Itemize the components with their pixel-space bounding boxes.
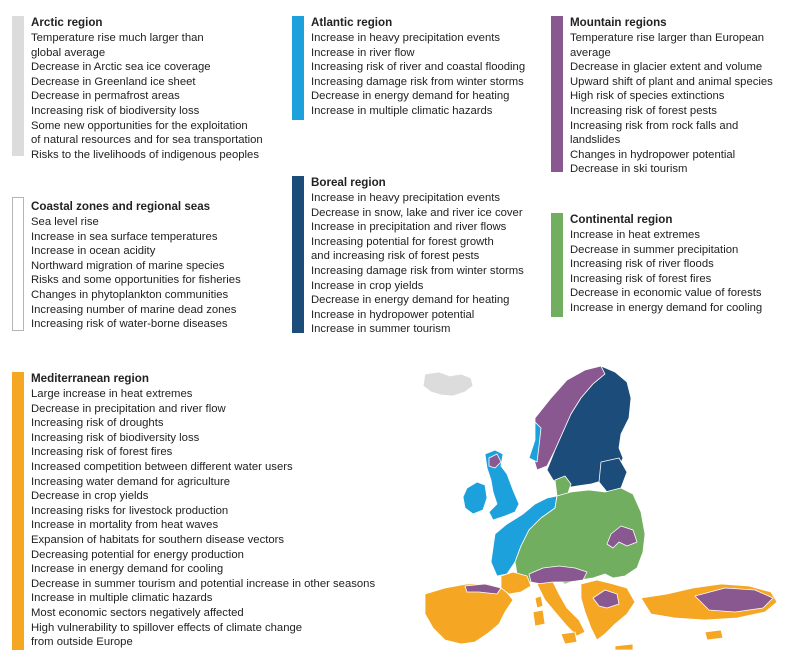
list-item: Changes in phytoplankton communities — [31, 288, 229, 301]
list-item: Increase in energy demand for cooling — [570, 301, 763, 314]
coastal-region-block — [12, 197, 287, 331]
list-item: Decrease in Greenland ice sheet — [31, 75, 196, 88]
mediterranean-color-bar — [12, 372, 24, 650]
list-item: High vulnerability to spillover effects of climate change from outside Europe — [31, 621, 303, 649]
list-item: Decrease in energy demand for heating — [311, 90, 510, 103]
list-item: Northward migration of marine species — [31, 259, 225, 272]
list-item: Increase in multiple climatic hazards — [311, 104, 493, 117]
list-item: Increasing potential for forest growth and increasing risk of forest pests — [311, 235, 494, 263]
map-sicily — [561, 632, 577, 644]
mediterranean-region-title: Mediterranean region — [31, 372, 149, 385]
list-item: Some new opportunities for the exploitation of natural resources and for sea transportation — [31, 119, 263, 147]
mountain-region-block — [551, 16, 796, 176]
list-item: Sea level rise — [31, 216, 99, 228]
mountain-impact-list — [570, 31, 796, 177]
list-item: Changes in hydropower potential — [570, 148, 736, 161]
map-italy — [537, 582, 585, 636]
list-item: Increasing risk of biodiversity loss — [31, 104, 200, 117]
arctic-region-block — [12, 16, 287, 161]
boreal-region-block — [292, 176, 547, 336]
list-item: Increase in precipitation and river flows — [311, 221, 507, 234]
continental-color-bar — [551, 213, 563, 317]
list-item: Increasing risks for livestock production — [31, 504, 229, 517]
list-item: Increasing risk of river floods — [570, 258, 714, 271]
map-baltic-states — [599, 458, 627, 492]
atlantic-region-block — [292, 16, 547, 120]
list-item: Decrease in summer precipitation — [570, 243, 739, 256]
boreal-color-bar — [292, 176, 304, 333]
arctic-region-title: Arctic region — [31, 16, 103, 29]
list-item: Increase in mortality from heat waves — [31, 519, 219, 532]
list-item: Temperature rise much larger than global average — [31, 32, 204, 59]
list-item: Decrease in snow, lake and river ice cover — [311, 206, 523, 219]
map-sardinia — [533, 610, 545, 626]
map-corsica — [535, 596, 543, 608]
list-item: Increasing risk of droughts — [31, 417, 164, 430]
list-item: Decrease in Arctic sea ice coverage — [31, 61, 211, 74]
list-item: Increase in heavy precipitation events — [311, 32, 501, 44]
map-iberia — [425, 584, 513, 644]
list-item: Increasing risk of biodiversity loss — [31, 431, 200, 444]
atlantic-impact-list — [311, 31, 547, 119]
list-item: Increasing risk of river and coastal flooding — [311, 61, 526, 74]
coastal-region-title: Coastal zones and regional seas — [31, 200, 211, 213]
list-item: Increased competition between different water users — [31, 460, 293, 473]
list-item: Decrease in crop yields — [31, 490, 149, 503]
coastal-impact-list — [31, 215, 287, 332]
list-item: Large increase in heat extremes — [31, 388, 193, 400]
list-item: Temperature rise larger than European average — [570, 32, 765, 59]
list-item: Increase in heavy precipitation events — [311, 192, 501, 204]
boreal-impact-list — [311, 191, 547, 337]
coastal-color-bar — [12, 197, 24, 331]
mountain-region-title: Mountain regions — [570, 16, 667, 29]
list-item: Most economic sectors negatively affected — [31, 606, 244, 619]
boreal-region-title: Boreal region — [311, 176, 386, 189]
list-item: Increase in multiple climatic hazards — [31, 592, 213, 605]
list-item: Expansion of habitats for southern disease vectors — [31, 533, 285, 546]
map-crete — [615, 644, 633, 650]
mediterranean-region-block — [12, 372, 407, 650]
list-item: Decrease in ski tourism — [570, 163, 688, 176]
list-item: Increase in river flow — [311, 46, 415, 59]
list-item: Risks to the livelihoods of indigenous peoples — [31, 148, 259, 161]
list-item: Decrease in summer tourism and potential increase in other seasons — [31, 577, 376, 590]
list-item: Increase in summer tourism — [311, 323, 451, 336]
list-item: Increasing risk of forest fires — [570, 272, 712, 285]
arctic-color-bar — [12, 16, 24, 156]
list-item: Increase in sea surface temperatures — [31, 230, 218, 243]
list-item: Increasing risk of forest fires — [31, 446, 173, 459]
continental-impact-list — [570, 228, 796, 316]
list-item: Decrease in precipitation and river flow — [31, 402, 226, 415]
list-item: Increase in heat extremes — [570, 229, 700, 241]
atlantic-region-title: Atlantic region — [311, 16, 393, 29]
list-item: Increase in hydropower potential — [311, 308, 475, 321]
map-cyprus — [705, 630, 723, 640]
mountain-color-bar — [551, 16, 563, 172]
continental-region-block — [551, 213, 796, 317]
europe-region-map — [405, 362, 795, 660]
list-item: Increasing water demand for agriculture — [31, 475, 231, 488]
atlantic-color-bar — [292, 16, 304, 120]
list-item: Upward shift of plant and animal species — [570, 75, 773, 88]
list-item: Increase in energy demand for cooling — [31, 563, 224, 576]
mediterranean-impact-list — [31, 387, 407, 650]
list-item: Decreasing potential for energy production — [31, 548, 244, 561]
list-item: Increase in ocean acidity — [31, 245, 156, 258]
list-item: Decrease in glacier extent and volume — [570, 61, 763, 74]
map-iceland — [423, 372, 473, 396]
map-ireland — [463, 482, 487, 514]
list-item: High risk of species extinctions — [570, 90, 725, 103]
list-item: Increasing damage risk from winter storms — [311, 75, 524, 88]
list-item: Increase in crop yields — [311, 279, 424, 292]
list-item: Increasing number of marine dead zones — [31, 303, 237, 316]
list-item: Risks and some opportunities for fisheries — [31, 274, 241, 287]
list-item: Increasing risk of water-borne diseases — [31, 318, 228, 331]
continental-region-title: Continental region — [570, 213, 673, 226]
list-item: Decrease in energy demand for heating — [311, 294, 510, 307]
list-item: Increasing damage risk from winter storms — [311, 264, 524, 277]
list-item: Decrease in permafrost areas — [31, 90, 180, 103]
list-item: Increasing risk from rock falls and landslides — [570, 119, 739, 147]
list-item: Increasing risk of forest pests — [570, 104, 717, 117]
arctic-impact-list — [31, 31, 287, 162]
map-balkans — [581, 580, 635, 640]
list-item: Decrease in economic value of forests — [570, 287, 762, 300]
